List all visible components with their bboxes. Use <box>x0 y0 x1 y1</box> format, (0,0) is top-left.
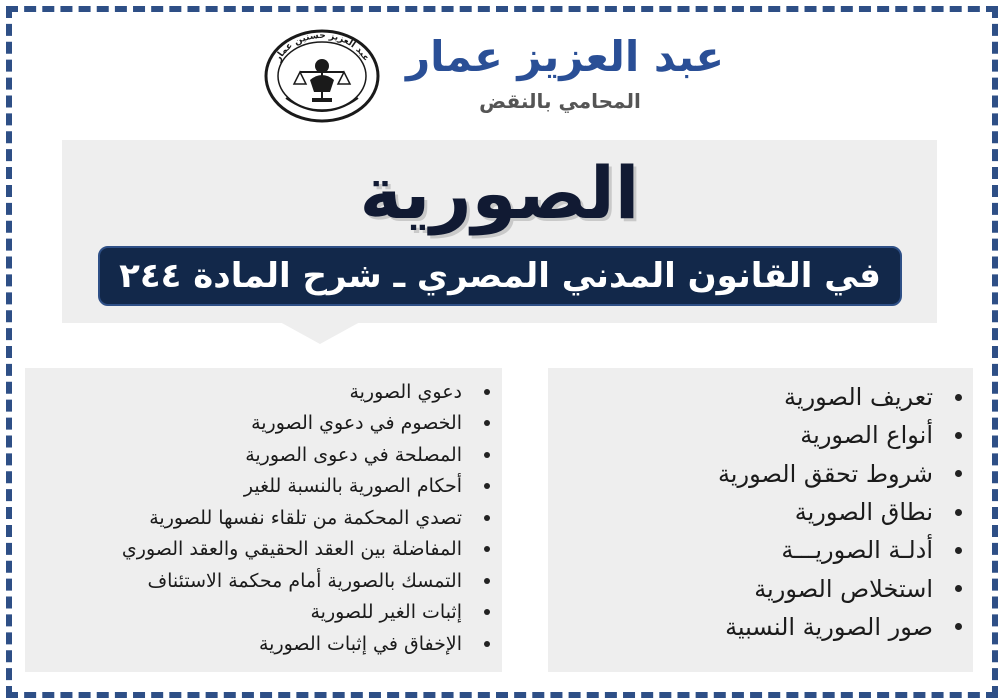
list-item-text: تصدي المحكمة من تلقاء نفسها للصورية <box>149 506 462 529</box>
list-item <box>562 455 962 493</box>
bullet-icon <box>955 547 962 554</box>
bullet-icon <box>484 641 490 647</box>
list-item-text: نطاق الصورية <box>794 498 933 527</box>
list-item-text: المصلحة في دعوى الصورية <box>245 443 462 466</box>
list-item <box>30 408 490 440</box>
list-item <box>30 597 490 629</box>
bullet-icon <box>484 452 490 458</box>
law-firm-logo <box>262 28 382 124</box>
list-item <box>30 376 490 408</box>
bullet-icon <box>955 623 962 630</box>
brand-name: عبد العزيز عمار <box>405 31 725 81</box>
bullet-icon <box>955 394 962 401</box>
bullet-icon <box>484 546 490 552</box>
list-item <box>562 416 962 454</box>
list-item <box>30 534 490 566</box>
bullet-icon <box>484 389 490 395</box>
bullet-icon <box>484 515 490 521</box>
bullet-icon <box>484 420 490 426</box>
bullet-icon <box>955 585 962 592</box>
list-item <box>562 608 962 646</box>
list-item-text: أنواع الصورية <box>800 421 933 450</box>
list-item <box>30 471 490 503</box>
list-item-text: تعريف الصورية <box>784 383 933 412</box>
list-item <box>562 531 962 569</box>
list-item-text: التمسك بالصورية أمام محكمة الاستئناف <box>147 569 462 592</box>
list-item-text: استخلاص الصورية <box>754 574 933 603</box>
list-item-text: أحكام الصورية بالنسبة للغير <box>243 475 462 498</box>
title-panel-arrow <box>280 322 360 344</box>
list-item-text: أدلـة الصوريـــة <box>781 536 933 565</box>
list-item <box>30 628 490 660</box>
list-item-text: الإخفاق في إثبات الصورية <box>258 632 462 655</box>
list-item-text: دعوي الصورية <box>349 380 462 403</box>
subtitle-text: في القانون المدني المصري ـ شرح المادة ٢٤٤ <box>119 256 881 296</box>
list-item <box>562 569 962 607</box>
subtitle-bar <box>98 246 902 306</box>
bullet-icon <box>955 509 962 516</box>
list-item <box>562 493 962 531</box>
list-item-text: الخصوم في دعوي الصورية <box>251 412 462 435</box>
list-item <box>562 378 962 416</box>
svg-text:عبد العزيز حسنين عمار: عبد العزيز حسنين عمار <box>273 30 371 64</box>
bullet-icon <box>484 483 490 489</box>
bullet-icon <box>484 578 490 584</box>
bullet-icon <box>955 432 962 439</box>
list-item-text: إثبات الغير للصورية <box>310 601 462 624</box>
list-item <box>30 502 490 534</box>
page-title: الصورية <box>359 151 640 235</box>
list-item-text: شروط تحقق الصورية <box>717 459 933 488</box>
brand-subtitle: المحامي بالنقض <box>479 89 641 113</box>
list-item <box>30 565 490 597</box>
list-item-text: المفاضلة بين العقد الحقيقي والعقد الصوري <box>121 538 462 561</box>
bullet-icon <box>955 470 962 477</box>
topics-list-left <box>30 376 490 660</box>
topics-list-right <box>562 378 962 646</box>
list-item <box>30 439 490 471</box>
list-item-text: صور الصورية النسبية <box>725 612 933 641</box>
bullet-icon <box>484 609 490 615</box>
